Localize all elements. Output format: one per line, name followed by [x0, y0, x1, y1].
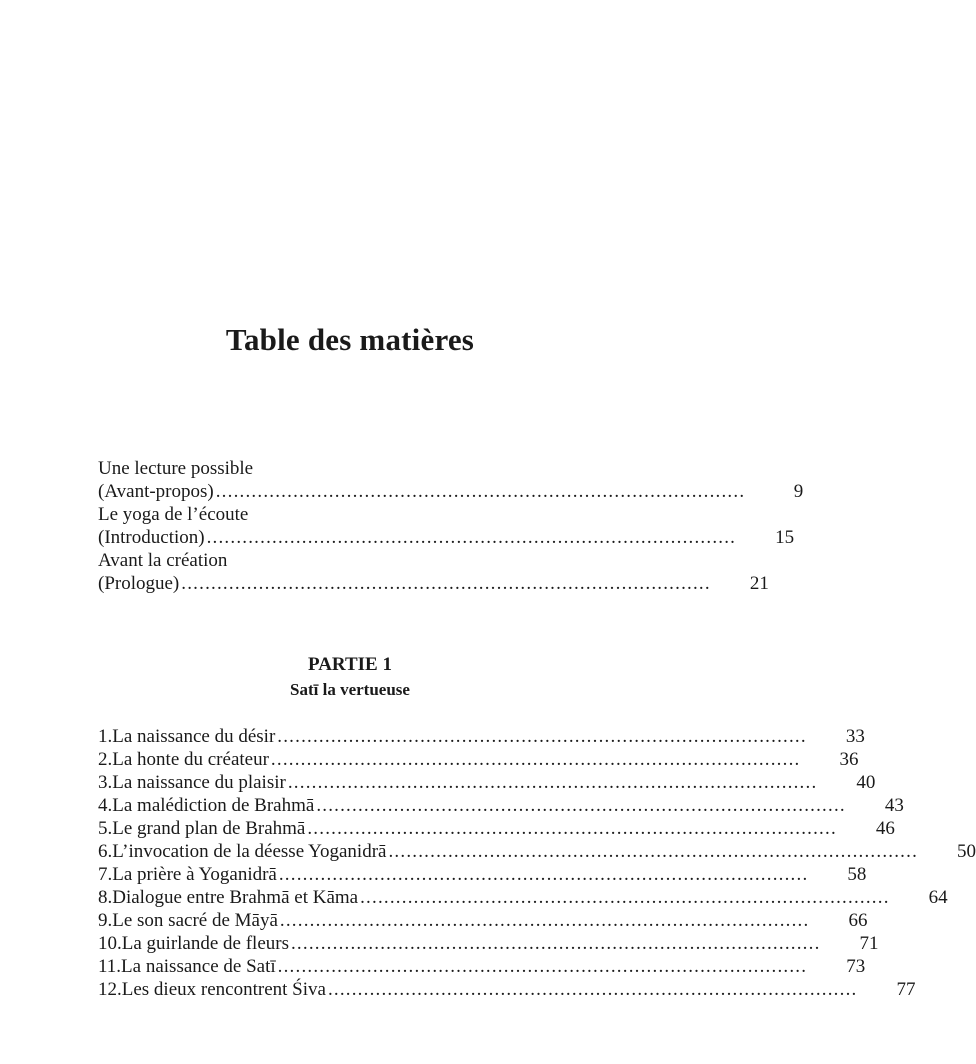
- chapter-number: 9.: [98, 910, 113, 931]
- toc-page-number: 64: [928, 887, 948, 908]
- chapter-number: 6.: [98, 841, 113, 862]
- dot-leader: .........................................................................................: [307, 818, 837, 839]
- toc-entry[interactable]: [98, 886, 948, 909]
- dot-leader: .........................................................................................: [270, 749, 801, 770]
- dot-leader: .........................................................................................: [316, 795, 846, 816]
- chapter-number: 1.: [98, 726, 113, 747]
- front-matter-title: Avant la création: [98, 550, 228, 571]
- chapter-number: 2.: [98, 749, 113, 770]
- toc-entry[interactable]: [98, 840, 976, 863]
- part-heading: PARTIE 1: [308, 654, 392, 675]
- toc-page-number: 71: [859, 933, 879, 954]
- toc-page-number: 73: [846, 956, 866, 977]
- toc-entry[interactable]: [98, 480, 804, 503]
- chapter-number: 11.: [98, 956, 122, 977]
- dot-leader: .........................................................................................: [287, 772, 818, 793]
- toc-page-number: 33: [845, 726, 865, 747]
- toc-entry-label: La malédiction de Brahmā: [112, 795, 315, 816]
- toc-page-number: 9: [793, 481, 804, 502]
- toc-entry[interactable]: [98, 526, 795, 549]
- chapter-number: 4.: [98, 795, 113, 816]
- chapter-number: 3.: [98, 772, 113, 793]
- dot-leader: .........................................................................................: [277, 726, 807, 747]
- toc-entry-label: L’invocation de la déesse Yoganidrā: [112, 841, 387, 862]
- dot-leader: .........................................................................................: [327, 979, 858, 1000]
- toc-entry-label: La guirlande de fleurs: [121, 933, 289, 954]
- toc-entry-label: Le grand plan de Brahmā: [112, 818, 306, 839]
- toc-page-number: 58: [847, 864, 867, 885]
- front-matter-title: Le yoga de l’écoute: [98, 504, 249, 525]
- toc-entry-label: Le son sacré de Māyā: [112, 910, 278, 931]
- dot-leader: .........................................................................................: [279, 910, 810, 931]
- dot-leader: .........................................................................................: [278, 864, 809, 885]
- toc-entry[interactable]: [98, 725, 865, 748]
- toc-page-number: 40: [856, 772, 876, 793]
- chapter-number: 12.: [98, 979, 122, 1000]
- toc-page-number: 77: [896, 979, 916, 1000]
- toc-entry-label: Dialogue entre Brahmā et Kāma: [112, 887, 359, 908]
- dot-leader: .........................................................................................: [360, 887, 890, 908]
- toc-entry[interactable]: [98, 572, 769, 595]
- dot-leader: .........................................................................................: [215, 481, 746, 502]
- front-matter-title: Une lecture possible: [98, 458, 254, 479]
- toc-page-number: 15: [775, 527, 795, 548]
- toc-entry[interactable]: [98, 748, 859, 771]
- dot-leader: .........................................................................................: [388, 841, 919, 862]
- toc-page-number: 21: [749, 573, 769, 594]
- front-matter-list: [98, 457, 804, 595]
- toc-entry-label: (Prologue): [98, 573, 180, 594]
- toc-entry-label: La prière à Yoganidrā: [112, 864, 277, 885]
- toc-entry[interactable]: [98, 817, 895, 840]
- chapter-list: [98, 725, 976, 1001]
- toc-entry[interactable]: [98, 863, 867, 886]
- dot-leader: .........................................................................................: [181, 573, 711, 594]
- toc-page-number: 46: [875, 818, 895, 839]
- dot-leader: .........................................................................................: [277, 956, 808, 977]
- dot-leader: .........................................................................................: [206, 527, 737, 548]
- toc-page-number: 36: [839, 749, 859, 770]
- toc-entry-label: (Avant-propos): [98, 481, 214, 502]
- chapter-number: 8.: [98, 887, 113, 908]
- part-subtitle: Satī la vertueuse: [290, 680, 410, 699]
- toc-entry[interactable]: [98, 978, 916, 1001]
- page-title: Table des matières: [225, 322, 475, 357]
- toc-entry[interactable]: [98, 909, 868, 932]
- toc-page-number: 50: [957, 841, 976, 862]
- toc-page-number: 66: [848, 910, 868, 931]
- toc-entry-label: La honte du créateur: [112, 749, 269, 770]
- toc-entry[interactable]: [98, 794, 904, 817]
- toc-entry-label: La naissance du désir: [112, 726, 276, 747]
- toc-page-number: 43: [884, 795, 904, 816]
- toc-entry-label: La naissance de Satī: [121, 956, 276, 977]
- toc-entry[interactable]: [98, 932, 879, 955]
- toc-entry[interactable]: [98, 955, 866, 978]
- chapter-number: 5.: [98, 818, 113, 839]
- chapter-number: 7.: [98, 864, 113, 885]
- dot-leader: .........................................................................................: [290, 933, 821, 954]
- toc-entry-label: (Introduction): [98, 527, 205, 548]
- toc-entry-label: Les dieux rencontrent Śiva: [121, 979, 326, 1000]
- chapter-number: 10.: [98, 933, 122, 954]
- toc-entry-label: La naissance du plaisir: [112, 772, 286, 793]
- toc-entry[interactable]: [98, 771, 876, 794]
